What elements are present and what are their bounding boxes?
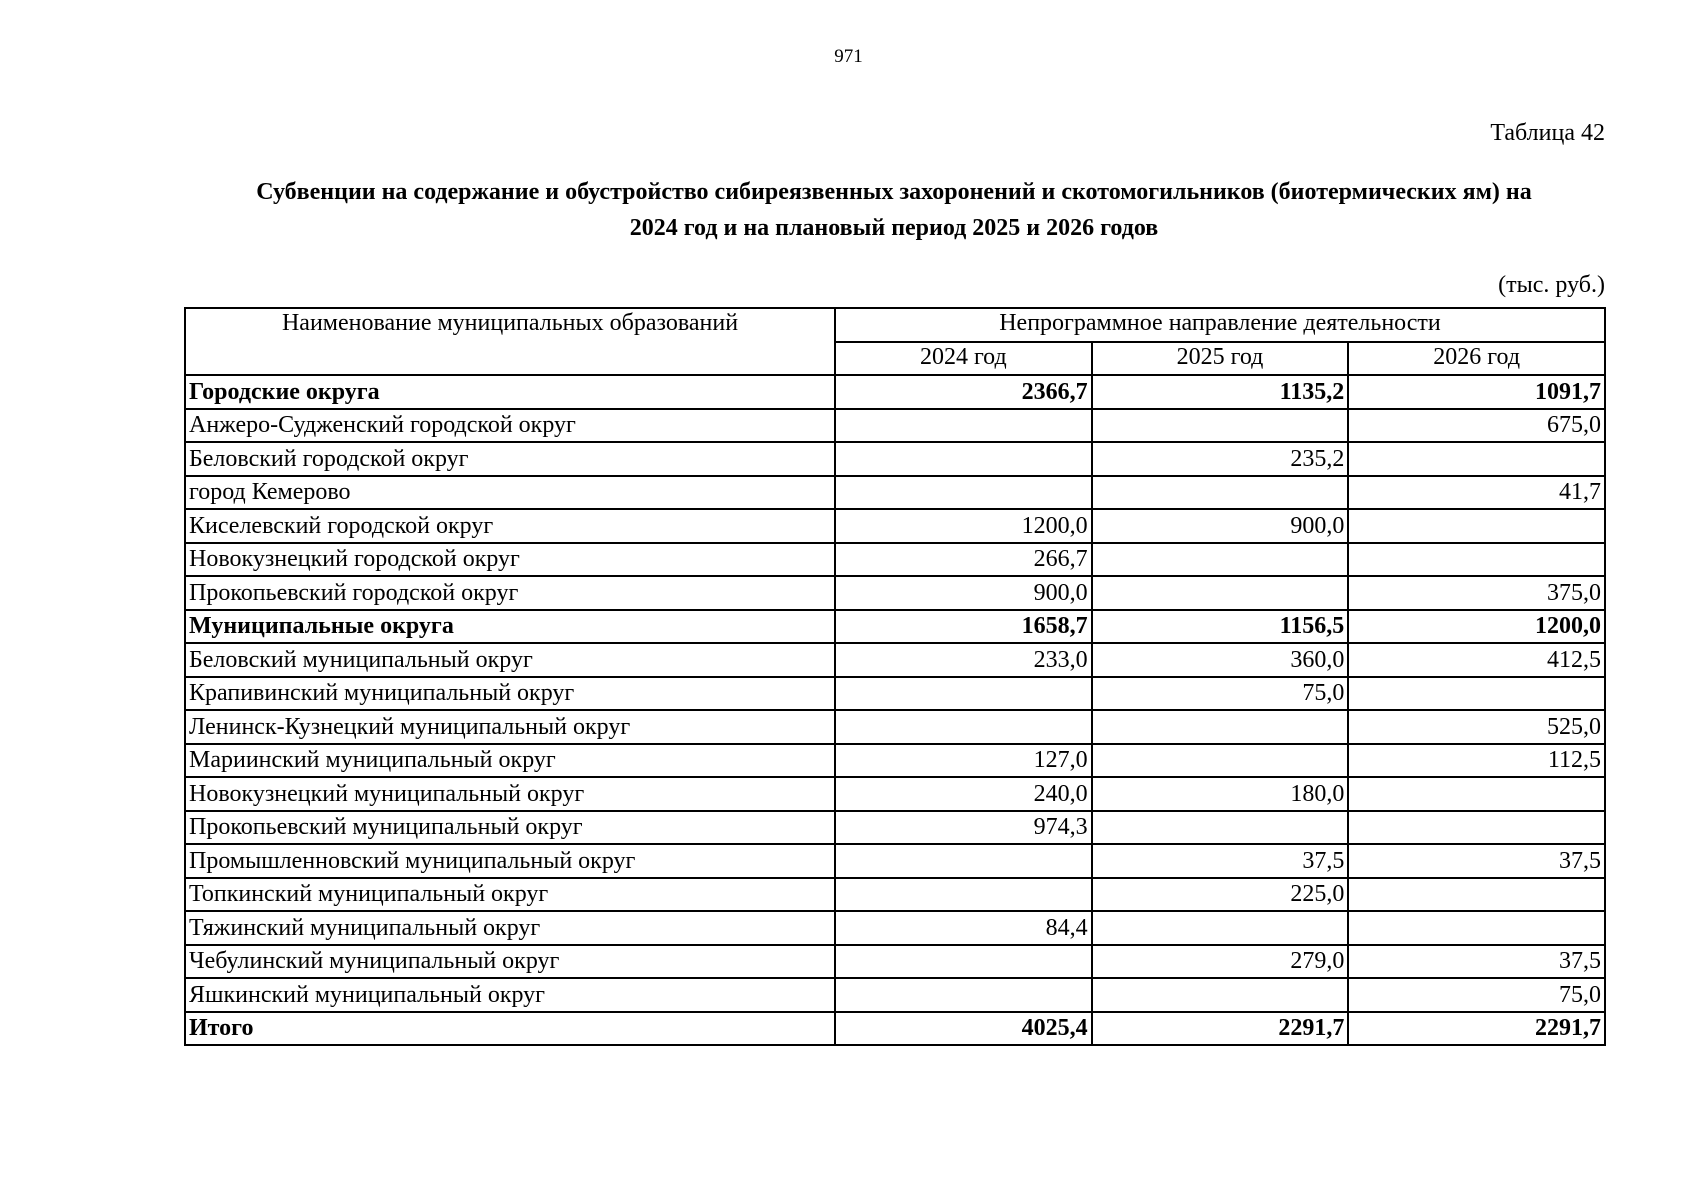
table-row: [185, 811, 1605, 845]
page-number: 971: [834, 46, 863, 67]
cell-value-2025: [1092, 476, 1349, 510]
cell-value-2025: [1092, 744, 1349, 778]
cell-value-2025: [1092, 710, 1349, 744]
cell-municipality-name: Ленинск-Кузнецкий муниципальный округ: [185, 710, 835, 744]
cell-value-2025: 225,0: [1092, 878, 1349, 912]
cell-value-2026: 412,5: [1348, 643, 1605, 677]
cell-value-2024: [835, 677, 1092, 711]
cell-municipality-name: Муниципальные округа: [185, 610, 835, 644]
cell-value-2026: [1348, 911, 1605, 945]
cell-value-2024: [835, 710, 1092, 744]
cell-value-2025: 180,0: [1092, 777, 1349, 811]
table-row: [185, 777, 1605, 811]
table-row: [185, 476, 1605, 510]
cell-value-2024: 266,7: [835, 543, 1092, 577]
cell-value-2026: 41,7: [1348, 476, 1605, 510]
table-row: [185, 543, 1605, 577]
cell-value-2024: 240,0: [835, 777, 1092, 811]
cell-value-2025: 2291,7: [1092, 1012, 1349, 1046]
cell-value-2026: [1348, 878, 1605, 912]
table-row: [185, 643, 1605, 677]
cell-value-2024: [835, 978, 1092, 1012]
units-label: (тыс. руб.): [1498, 272, 1605, 298]
cell-value-2026: [1348, 811, 1605, 845]
cell-value-2025: 75,0: [1092, 677, 1349, 711]
cell-value-2026: [1348, 509, 1605, 543]
cell-municipality-name: Яшкинский муниципальный округ: [185, 978, 835, 1012]
table-header: [185, 308, 1605, 375]
table-title-line-2: 2024 год и на плановый период 2025 и 2026 годов: [629, 215, 1159, 241]
header-municipality-name: Наименование муниципальных образований: [185, 308, 835, 375]
table-title: [184, 174, 1604, 246]
table-total-row: [185, 1012, 1605, 1046]
cell-value-2025: [1092, 409, 1349, 443]
cell-municipality-name: город Кемерово: [185, 476, 835, 510]
subventions-table: [184, 307, 1606, 1046]
cell-municipality-name: Крапивинский муниципальный округ: [185, 677, 835, 711]
cell-municipality-name: Чебулинский муниципальный округ: [185, 945, 835, 979]
cell-municipality-name: Новокузнецкий муниципальный округ: [185, 777, 835, 811]
cell-municipality-name: Новокузнецкий городской округ: [185, 543, 835, 577]
cell-value-2026: 37,5: [1348, 945, 1605, 979]
header-year-2025: 2025 год: [1092, 342, 1349, 376]
cell-value-2026: [1348, 442, 1605, 476]
cell-value-2025: 1135,2: [1092, 375, 1349, 409]
header-year-2026: 2026 год: [1348, 342, 1605, 376]
cell-value-2026: [1348, 677, 1605, 711]
table-group-row: [185, 610, 1605, 644]
cell-value-2024: 2366,7: [835, 375, 1092, 409]
cell-value-2025: [1092, 811, 1349, 845]
cell-municipality-name: Топкинский муниципальный округ: [185, 878, 835, 912]
header-activity-direction: Непрограммное направление деятельности: [835, 308, 1605, 342]
table-number: Таблица 42: [1490, 120, 1605, 146]
table-row: [185, 509, 1605, 543]
cell-value-2026: [1348, 543, 1605, 577]
table-row: [185, 442, 1605, 476]
cell-value-2025: [1092, 978, 1349, 1012]
cell-value-2026: 1091,7: [1348, 375, 1605, 409]
table-body: [185, 375, 1605, 1045]
table-row: [185, 409, 1605, 443]
cell-value-2025: 37,5: [1092, 844, 1349, 878]
cell-value-2024: [835, 878, 1092, 912]
cell-municipality-name: Прокопьевский городской округ: [185, 576, 835, 610]
cell-value-2026: 112,5: [1348, 744, 1605, 778]
cell-value-2026: 75,0: [1348, 978, 1605, 1012]
header-row-1: [185, 308, 1605, 342]
table-row: [185, 978, 1605, 1012]
cell-value-2024: 900,0: [835, 576, 1092, 610]
table-row: [185, 677, 1605, 711]
cell-municipality-name: Беловский муниципальный округ: [185, 643, 835, 677]
table-row: [185, 844, 1605, 878]
cell-value-2025: 360,0: [1092, 643, 1349, 677]
cell-value-2026: 525,0: [1348, 710, 1605, 744]
cell-value-2025: 1156,5: [1092, 610, 1349, 644]
cell-value-2024: 974,3: [835, 811, 1092, 845]
table-row: [185, 576, 1605, 610]
cell-value-2024: [835, 844, 1092, 878]
cell-value-2024: 233,0: [835, 643, 1092, 677]
cell-value-2026: 375,0: [1348, 576, 1605, 610]
cell-value-2025: [1092, 543, 1349, 577]
table-row: [185, 945, 1605, 979]
cell-value-2025: 235,2: [1092, 442, 1349, 476]
cell-value-2024: [835, 442, 1092, 476]
table-title-line-1: Субвенции на содержание и обустройство сибиреязвенных захоронений и скотомогильников (биотермических ям) на: [256, 179, 1532, 205]
cell-value-2026: 2291,7: [1348, 1012, 1605, 1046]
cell-municipality-name: Киселевский городской округ: [185, 509, 835, 543]
cell-value-2026: 1200,0: [1348, 610, 1605, 644]
cell-value-2024: 127,0: [835, 744, 1092, 778]
cell-value-2026: 675,0: [1348, 409, 1605, 443]
cell-municipality-name: Анжеро-Судженский городской округ: [185, 409, 835, 443]
cell-municipality-name: Итого: [185, 1012, 835, 1046]
table-row: [185, 878, 1605, 912]
cell-municipality-name: Тяжинский муниципальный округ: [185, 911, 835, 945]
cell-value-2024: 1200,0: [835, 509, 1092, 543]
table-row: [185, 710, 1605, 744]
cell-municipality-name: Прокопьевский муниципальный округ: [185, 811, 835, 845]
cell-value-2025: [1092, 911, 1349, 945]
cell-value-2024: [835, 409, 1092, 443]
cell-municipality-name: Городские округа: [185, 375, 835, 409]
cell-municipality-name: Мариинский муниципальный округ: [185, 744, 835, 778]
cell-value-2024: 1658,7: [835, 610, 1092, 644]
table-group-row: [185, 375, 1605, 409]
cell-value-2026: 37,5: [1348, 844, 1605, 878]
cell-value-2026: [1348, 777, 1605, 811]
cell-value-2025: 900,0: [1092, 509, 1349, 543]
table-row: [185, 744, 1605, 778]
cell-value-2024: 4025,4: [835, 1012, 1092, 1046]
cell-value-2024: [835, 476, 1092, 510]
cell-value-2025: 279,0: [1092, 945, 1349, 979]
header-year-2024: 2024 год: [835, 342, 1092, 376]
cell-municipality-name: Беловский городской округ: [185, 442, 835, 476]
cell-value-2024: 84,4: [835, 911, 1092, 945]
cell-value-2025: [1092, 576, 1349, 610]
cell-value-2024: [835, 945, 1092, 979]
table-row: [185, 911, 1605, 945]
cell-municipality-name: Промышленновский муниципальный округ: [185, 844, 835, 878]
